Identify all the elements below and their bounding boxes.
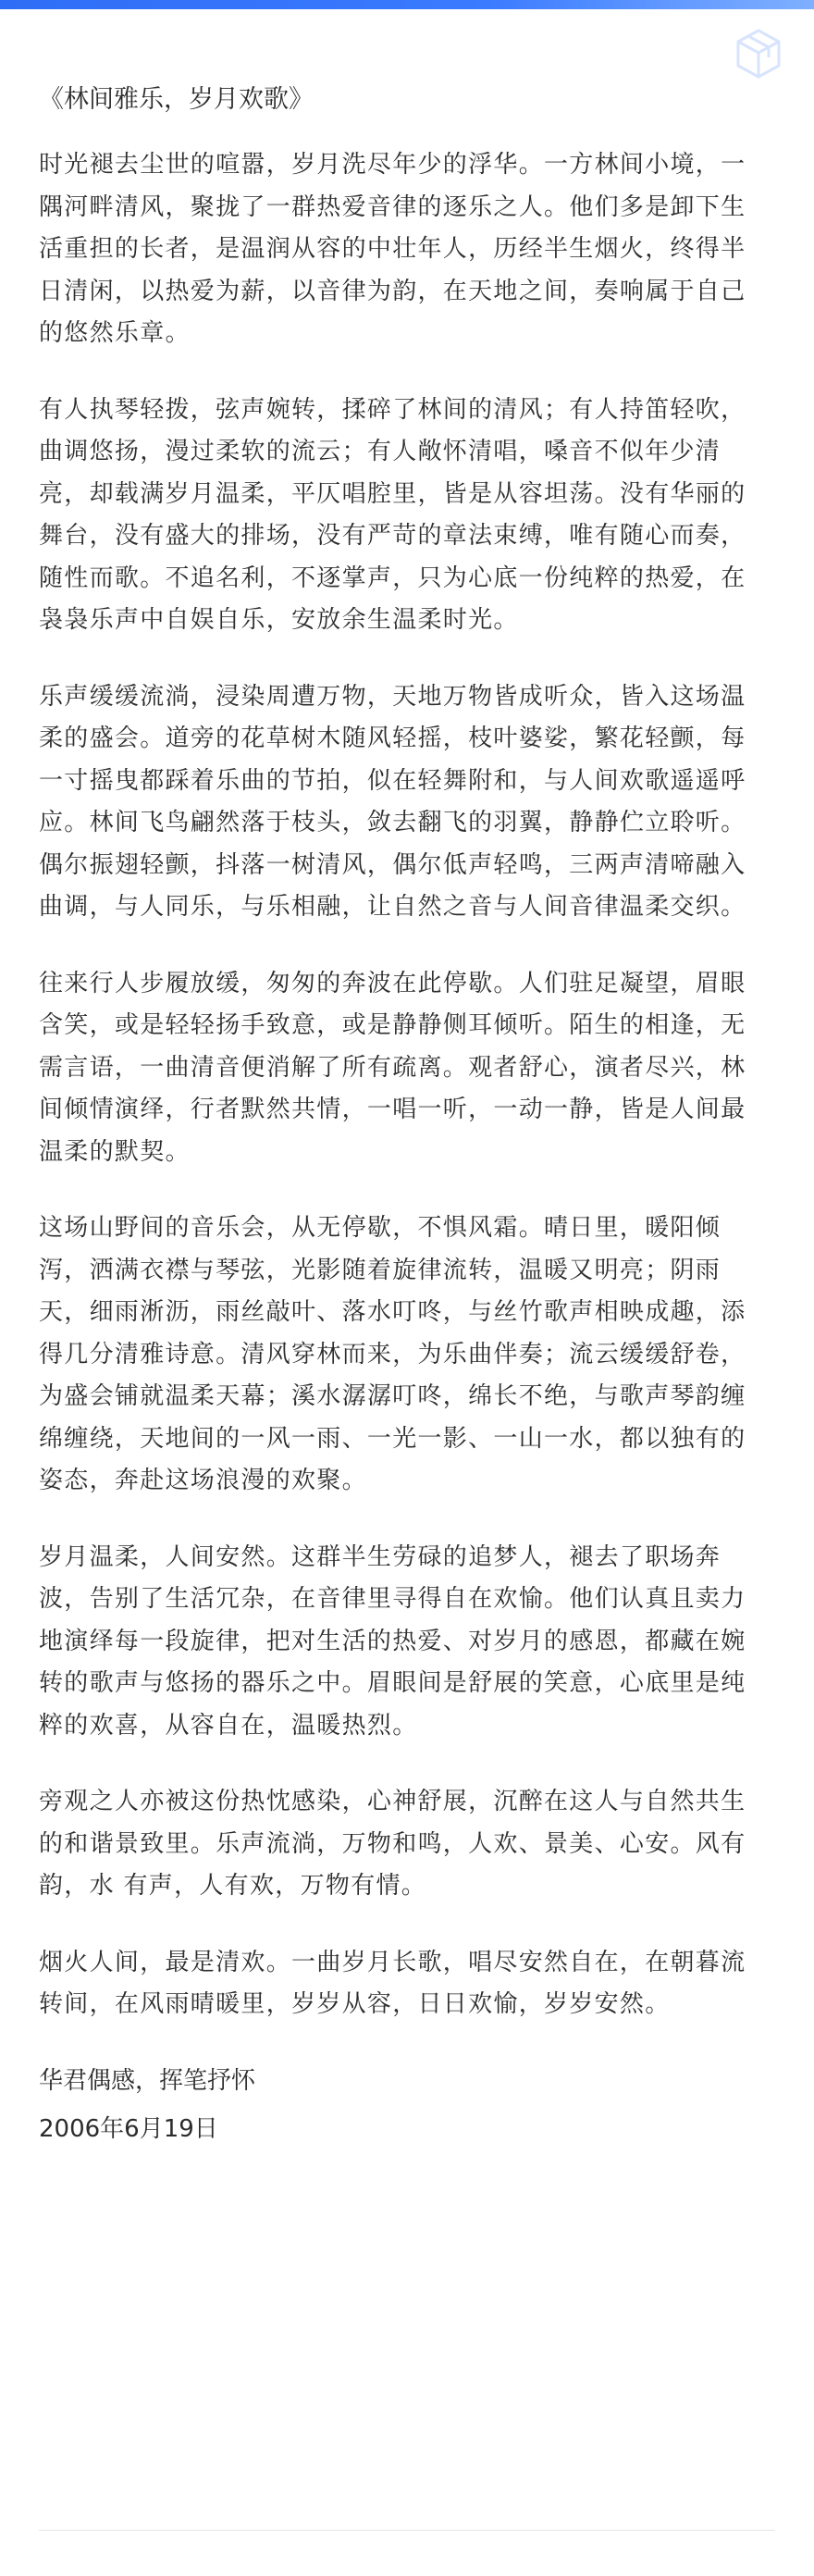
paragraph: 岁月温柔，人间安然。这群半生劳碌的追梦人，褪去了职场奔波，告别了生活冗杂，在音律里寻得自在欢愉。他们认真且卖力地演绎每一段旋律，把对生活的热爱、对岁月的感恩，都藏在婉转的歌声与悠扬的器乐之中。眉眼间是舒展的笑意，心底里是纯粹的欢喜，从容自在，温暖热烈。 [39, 1542, 746, 1740]
article [39, 80, 758, 2149]
signature: 华君偶感，挥笔抒怀 [39, 2066, 256, 2095]
paragraph: 时光褪去尘世的喧嚣，岁月洗尽年少的浮华。一方林间小境，一隅河畔清风，聚拢了一群热爱音律的逐乐之人。他们多是卸下生活重担的长者，是温润从容的中壮年人，历经半生烟火，终得半日清闲，以热爱为薪，以音律为韵，在天地之间，奏响属于自己的悠然乐章。 [39, 151, 746, 347]
article-date: 2006年6月19日 [39, 2114, 218, 2143]
paragraph: 这场山野间的音乐会，从无停歇，不惧风霜。晴日里，暖阳倾泻，洒满衣襟与琴弦，光影随着旋律流转，温暖又明亮；阴雨天，细雨淅沥，雨丝敲叶、落水叮咚，与丝竹歌声相映成趣，添得几分清雅诗意。清风穿林而来，为乐曲伴奏；流云缓缓舒卷，为盛会铺就温柔天幕；溪水潺潺叮咚，绵长不绝，与歌声琴韵缠绵缠绕，天地间的一风一雨、一光一影、一山一水，都以独有的姿态，奔赴这场浪漫的欢聚。 [39, 1214, 746, 1494]
paragraph: 旁观之人亦被这份热忱感染，心神舒展，沉醉在这人与自然共生的和谐景致里。乐声流淌，万物和鸣，人欢、景美、心安。风有韵，水 有声，人有欢，万物有情。 [39, 1788, 746, 1900]
top-accent-bar [0, 0, 814, 9]
paragraph: 乐声缓缓流淌，浸染周遭万物，天地万物皆成听众，皆入这场温柔的盛会。道旁的花草树木随风轻摇，枝叶婆娑，繁花轻颤，每一寸摇曳都踩着乐曲的节拍，似在轻舞附和，与人间欢歌遥遥呼应。林间飞鸟翩然落于枝头，敛去翻飞的羽翼，静静伫立聆听。偶尔振翅轻颤，抖落一树清风，偶尔低声轻鸣，三两声清啼融入曲调，与人同乐，与乐相融，让自然之音与人间音律温柔交织。 [39, 682, 746, 921]
paragraph: 有人执琴轻拨，弦声婉转，揉碎了林间的清风；有人持笛轻吹，曲调悠扬，漫过柔软的流云；有人敞怀清唱，嗓音不似年少清亮，却载满岁月温柔，平仄唱腔里，皆是从容坦荡。没有华丽的舞台，没有盛大的排场，没有严苛的章法束缚，唯有随心而奏，随性而歌。不追名利，不逐掌声，只为心底一份纯粹的热爱，在袅袅乐声中自娱自乐，安放余生温柔时光。 [39, 395, 746, 634]
bottom-divider [39, 2530, 775, 2531]
article-title: 《林间雅乐，岁月欢歌》 [39, 85, 314, 114]
paragraph: 往来行人步履放缓，匆匆的奔波在此停歇。人们驻足凝望，眉眼含笑，或是轻轻扬手致意，或是静静侧耳倾听。陌生的相逢，无需言语，一曲清音便消解了所有疏离。观者舒心，演者尽兴，林间倾情演绎，行者默然共情，一唱一听，一动一静，皆是人间最温柔的默契。 [39, 969, 746, 1166]
cube-logo-icon [734, 28, 783, 80]
paragraph: 烟火人间，最是清欢。一曲岁月长歌，唱尽安然自在，在朝暮流转间，在风雨晴暖里，岁岁从容，日日欢愉，岁岁安然。 [39, 1948, 746, 2018]
